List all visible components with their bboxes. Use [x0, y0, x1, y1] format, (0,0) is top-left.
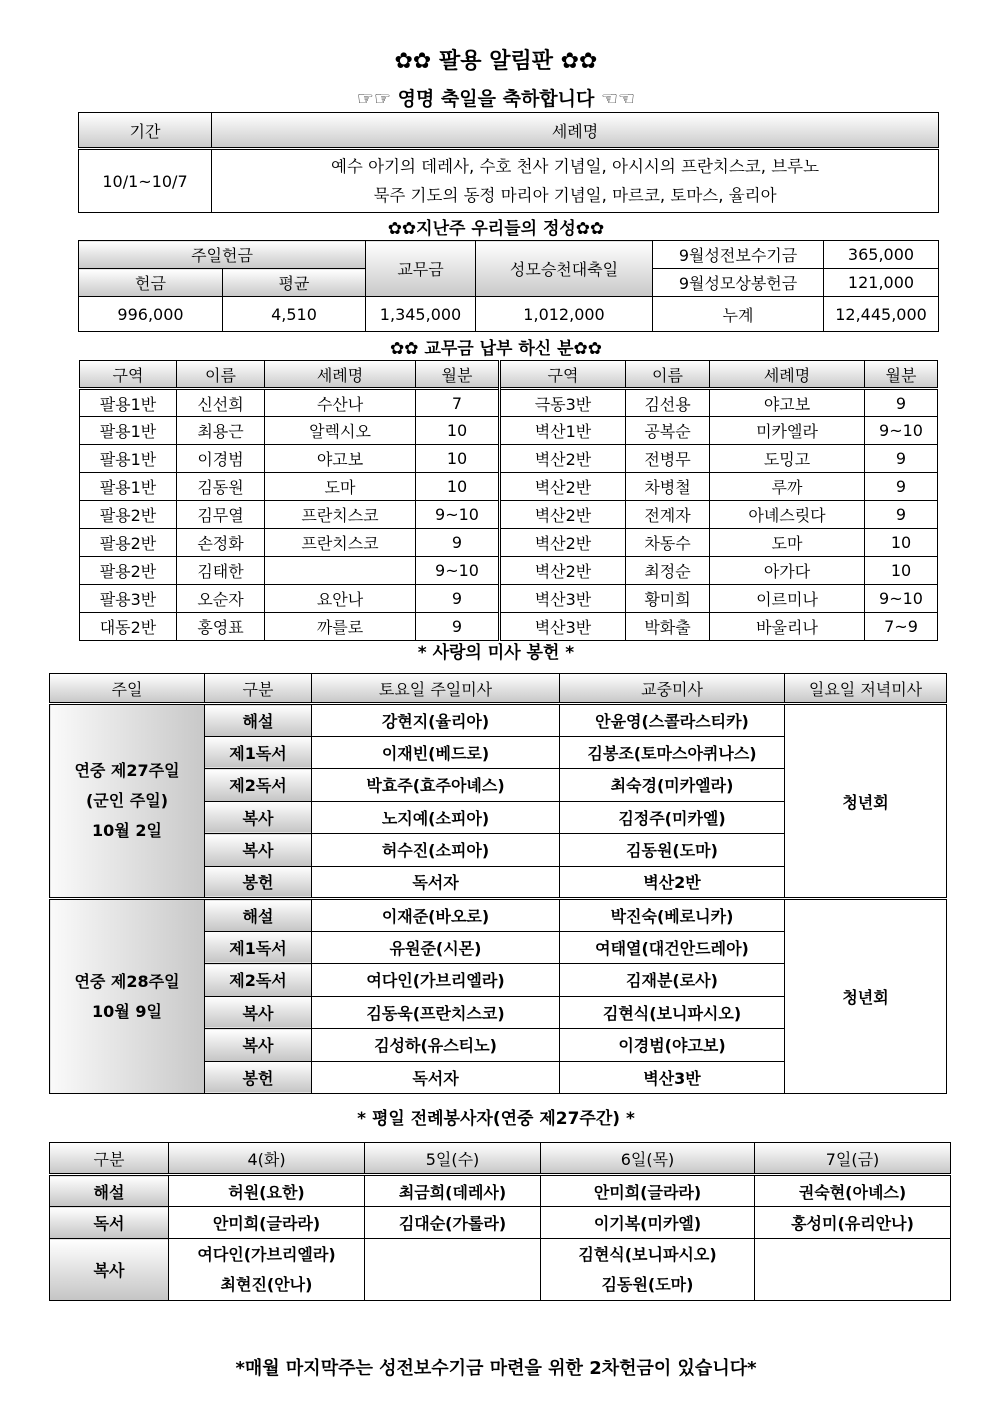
- dues-header-cell: 월분: [865, 361, 938, 389]
- dues-cell: 7: [416, 389, 500, 417]
- weekday-commentary-cell: 해설: [50, 1175, 169, 1207]
- total-label: 누계: [653, 297, 824, 332]
- feast-period: 10/1~10/7: [79, 149, 212, 213]
- dues-cell: 9: [865, 445, 938, 473]
- feast-names-line-1: 예수 아기의 데레사, 수호 천사 기념일, 아시시의 프란치스코, 브루노: [330, 157, 820, 176]
- mass-header-cell: 토요일 주일미사: [312, 674, 560, 704]
- mass-saturday-person: 유원준(시몬): [312, 931, 560, 964]
- dues-cell: 팔용2반: [80, 557, 177, 585]
- mass-row: [50, 704, 947, 737]
- weekday-commentary-cell: 안미희(글라라): [541, 1175, 755, 1207]
- feast-names-line-2: 묵주 기도의 동정 마리아 기념일, 마르코, 토마스, 율리아: [373, 186, 777, 205]
- dues-cell: 9: [865, 473, 938, 501]
- cash-label: 헌금: [79, 269, 223, 297]
- dues-cell: 박화출: [626, 613, 710, 641]
- sunday-offering-label: 주일헌금: [79, 241, 366, 269]
- dues-cell: 벽산2반: [500, 557, 626, 585]
- dues-cell: 벽산2반: [500, 529, 626, 557]
- dues-cell: 10: [865, 557, 938, 585]
- total-value: 12,445,000: [824, 297, 939, 332]
- dues-cell: 7~9: [865, 613, 938, 641]
- mass-role: 해설: [205, 899, 312, 932]
- server-thu-2: 김동원(도마): [601, 1274, 694, 1294]
- statue-offering-label: 9월성모상봉헌금: [653, 269, 824, 297]
- dues-cell: 9~10: [865, 585, 938, 613]
- mass-evening-cell: 청년회: [785, 899, 947, 1094]
- dues-heading: ✿✿ 교무금 납부 하신 분✿✿: [389, 339, 603, 359]
- mass-saturday-person: 김동욱(프란치스코): [312, 996, 560, 1029]
- dues-cell: 홍영표: [177, 613, 265, 641]
- offering-table: [78, 240, 939, 332]
- mass-heading: * 사랑의 미사 봉헌 *: [417, 643, 575, 663]
- weekday-header-cell: 구분: [50, 1143, 169, 1175]
- dues-header-cell: 세례명: [710, 361, 865, 389]
- dues-cell: 이르미나: [710, 585, 865, 613]
- mass-saturday-person: 김성하(유스티노): [312, 1029, 560, 1062]
- dues-cell: 김동원: [177, 473, 265, 501]
- dues-cell: 9: [416, 613, 500, 641]
- mass-row: [50, 899, 947, 932]
- cash-value: 996,000: [79, 297, 223, 332]
- mass-role: 복사: [205, 834, 312, 867]
- mass-sunday-line: (군인 주일): [85, 791, 169, 810]
- dues-cell: 벽산3반: [500, 585, 626, 613]
- dues-cell: 9: [865, 389, 938, 417]
- dues-cell: 차동수: [626, 529, 710, 557]
- mass-sunday-line: 10월 2일: [92, 821, 162, 840]
- average-label: 평균: [223, 269, 366, 297]
- dues-cell: 벽산1반: [500, 417, 626, 445]
- weekday-commentary-cell: 허원(요한): [169, 1175, 365, 1207]
- dues-header-cell: 구역: [500, 361, 626, 389]
- feast-table: [78, 112, 939, 213]
- dues-cell: 요안나: [265, 585, 416, 613]
- mass-main-person: 벽산2반: [560, 866, 785, 899]
- dues-cell: 전계자: [626, 501, 710, 529]
- weekday-commentary-cell: 권숙현(아녜스): [755, 1175, 951, 1207]
- mass-main-person: 김동원(도마): [560, 834, 785, 867]
- dues-table: [79, 360, 938, 641]
- mass-saturday-person: 이재준(바오로): [312, 899, 560, 932]
- weekday-server-fri: [755, 1239, 951, 1301]
- dues-header-cell: 이름: [177, 361, 265, 389]
- dues-cell: 9: [865, 501, 938, 529]
- mass-saturday-person: 이재빈(베드로): [312, 736, 560, 769]
- dues-cell: 오순자: [177, 585, 265, 613]
- mass-main-person: 김재분(로사): [560, 964, 785, 997]
- mass-role: 복사: [205, 996, 312, 1029]
- dues-row: [80, 445, 938, 473]
- dues-cell: 차병철: [626, 473, 710, 501]
- mass-header-cell: 주일: [50, 674, 205, 704]
- mass-header-cell: 구분: [205, 674, 312, 704]
- dues-row: [80, 473, 938, 501]
- mass-saturday-person: 박효주(효주아녜스): [312, 769, 560, 802]
- mass-main-person: 벽산3반: [560, 1061, 785, 1094]
- dues-header-cell: 월분: [416, 361, 500, 389]
- dues-cell: 팔용1반: [80, 473, 177, 501]
- dues-cell: 벽산3반: [500, 613, 626, 641]
- dues-header-cell: 이름: [626, 361, 710, 389]
- weekday-header-cell: 7일(금): [755, 1143, 951, 1175]
- dues-cell: 손정화: [177, 529, 265, 557]
- footer-notice: *매월 마지막주는 성전보수기금 마련을 위한 2차헌금이 있습니다*: [235, 1358, 757, 1379]
- dues-cell: 10: [416, 473, 500, 501]
- repair-fund-value: 365,000: [824, 241, 939, 269]
- dues-cell: 최용근: [177, 417, 265, 445]
- dues-cell: 팔용3반: [80, 585, 177, 613]
- dues-cell: 10: [416, 445, 500, 473]
- mass-table: [49, 673, 947, 1094]
- mass-role: 제2독서: [205, 964, 312, 997]
- mass-sunday-cell: [50, 704, 205, 899]
- dues-cell: 아가다: [710, 557, 865, 585]
- parish-dues-label: 교무금: [366, 241, 476, 297]
- mass-role: 제2독서: [205, 769, 312, 802]
- weekday-commentary-cell: 최금희(데레사): [365, 1175, 541, 1207]
- weekday-reading-cell: 홍성미(유리안나): [755, 1207, 951, 1239]
- dues-cell: 10: [416, 417, 500, 445]
- dues-cell: 팔용2반: [80, 529, 177, 557]
- weekday-server-thu: [541, 1239, 755, 1301]
- dues-cell: 대동2반: [80, 613, 177, 641]
- dues-cell: 9~10: [416, 557, 500, 585]
- bulletin-title: ✿✿ 팔용 알림판 ✿✿: [394, 49, 598, 74]
- dues-cell: 알렉시오: [265, 417, 416, 445]
- weekday-server-tue: [169, 1239, 365, 1301]
- feast-subtitle: ☞☞ 영명 축일을 축하합니다 ☜☜: [356, 88, 636, 110]
- mass-role: 제1독서: [205, 736, 312, 769]
- dues-cell: 김태한: [177, 557, 265, 585]
- dues-cell: 김선용: [626, 389, 710, 417]
- mass-role: 복사: [205, 801, 312, 834]
- dues-row: [80, 389, 938, 417]
- mass-saturday-person: 여다인(가브리엘라): [312, 964, 560, 997]
- dues-cell: 9: [416, 585, 500, 613]
- mass-sunday-line: 연중 제27주일: [74, 761, 180, 780]
- weekday-server-wed: [365, 1239, 541, 1301]
- dues-cell: 9~10: [865, 417, 938, 445]
- dues-row: [80, 529, 938, 557]
- mass-saturday-person: 강현지(율리아): [312, 704, 560, 737]
- dues-cell: 도밍고: [710, 445, 865, 473]
- mass-main-person: 이경범(야고보): [560, 1029, 785, 1062]
- dues-cell: 최정순: [626, 557, 710, 585]
- mass-sunday-line: 연중 제28주일: [74, 971, 180, 991]
- mass-header-cell: 일요일 저녁미사: [785, 674, 947, 704]
- dues-row: [80, 557, 938, 585]
- mass-role: 해설: [205, 704, 312, 737]
- dues-cell: 김무열: [177, 501, 265, 529]
- col-period: 기간: [79, 113, 212, 149]
- dues-cell: 까를로: [265, 613, 416, 641]
- server-thu-1: 김현식(보니파시오): [578, 1244, 717, 1264]
- dues-cell: 팔용1반: [80, 445, 177, 473]
- dues-cell: 10: [865, 529, 938, 557]
- dues-cell: 프란치스코: [265, 501, 416, 529]
- dues-cell: 벽산2반: [500, 445, 626, 473]
- weekday-heading: * 평일 전례봉사자(연중 제27주간) *: [357, 1109, 635, 1129]
- dues-cell: 전병무: [626, 445, 710, 473]
- weekday-reading-cell: 안미희(글라라): [169, 1207, 365, 1239]
- dues-row: [80, 585, 938, 613]
- dues-cell: 루까: [710, 473, 865, 501]
- dues-header-cell: 구역: [80, 361, 177, 389]
- weekday-header-cell: 6일(목): [541, 1143, 755, 1175]
- mass-saturday-person: 독서자: [312, 866, 560, 899]
- dues-cell: 도마: [710, 529, 865, 557]
- dues-cell: 수산나: [265, 389, 416, 417]
- offering-heading: ✿✿지난주 우리들의 정성✿✿: [387, 219, 605, 239]
- col-baptismal-names: 세례명: [212, 113, 939, 149]
- mass-saturday-person: 노지예(소피아): [312, 801, 560, 834]
- repair-fund-label: 9월성전보수기금: [653, 241, 824, 269]
- weekday-header-cell: 4(화): [169, 1143, 365, 1175]
- dues-header-cell: 세례명: [265, 361, 416, 389]
- dues-row: [80, 501, 938, 529]
- weekday-reading-cell: 김대순(가롤라): [365, 1207, 541, 1239]
- mass-evening-cell: 청년회: [785, 704, 947, 899]
- weekday-reading-cell: 이기복(미카엘): [541, 1207, 755, 1239]
- dues-cell: 아녜스릿다: [710, 501, 865, 529]
- mass-saturday-person: 독서자: [312, 1061, 560, 1094]
- mass-role: 복사: [205, 1029, 312, 1062]
- mass-role: 봉헌: [205, 866, 312, 899]
- mass-main-person: 안윤영(스콜라스티카): [560, 704, 785, 737]
- dues-cell: 황미희: [626, 585, 710, 613]
- dues-cell: 공복순: [626, 417, 710, 445]
- dues-cell: 팔용1반: [80, 417, 177, 445]
- dues-cell: 프란치스코: [265, 529, 416, 557]
- weekday-reading-cell: 독서: [50, 1207, 169, 1239]
- dues-cell: 9: [416, 529, 500, 557]
- server-tue-2: 최현진(안나): [220, 1274, 313, 1294]
- mass-main-person: 김현식(보니파시오): [560, 996, 785, 1029]
- dues-cell: 벽산2반: [500, 473, 626, 501]
- dues-cell: [265, 557, 416, 585]
- assumption-label: 성모승천대축일: [476, 241, 653, 297]
- dues-cell: 야고보: [710, 389, 865, 417]
- mass-main-person: 박진숙(베로니카): [560, 899, 785, 932]
- statue-offering-value: 121,000: [824, 269, 939, 297]
- mass-main-person: 김봉조(토마스아퀴나스): [560, 736, 785, 769]
- mass-main-person: 최숙경(미카엘라): [560, 769, 785, 802]
- mass-main-person: 김정주(미카엘): [560, 801, 785, 834]
- mass-role: 봉헌: [205, 1061, 312, 1094]
- dues-cell: 9~10: [416, 501, 500, 529]
- dues-row: [80, 417, 938, 445]
- dues-cell: 미카엘라: [710, 417, 865, 445]
- average-value: 4,510: [223, 297, 366, 332]
- dues-row: [80, 613, 938, 641]
- mass-sunday-line: 10월 9일: [92, 1001, 162, 1021]
- dues-cell: 이경범: [177, 445, 265, 473]
- weekday-server-label: 복사: [50, 1239, 169, 1301]
- dues-cell: 바울리나: [710, 613, 865, 641]
- dues-cell: 팔용1반: [80, 389, 177, 417]
- mass-header-cell: 교중미사: [560, 674, 785, 704]
- mass-sunday-cell: [50, 899, 205, 1094]
- dues-cell: 도마: [265, 473, 416, 501]
- mass-saturday-person: 허수진(소피아): [312, 834, 560, 867]
- parish-dues-value: 1,345,000: [366, 297, 476, 332]
- mass-main-person: 여태열(대건안드레아): [560, 931, 785, 964]
- feast-names: [212, 149, 939, 213]
- weekday-table: [49, 1142, 951, 1301]
- mass-role: 제1독서: [205, 931, 312, 964]
- dues-cell: 팔용2반: [80, 501, 177, 529]
- dues-cell: 신선희: [177, 389, 265, 417]
- server-tue-1: 여다인(가브리엘라): [197, 1244, 336, 1264]
- dues-cell: 극동3반: [500, 389, 626, 417]
- dues-cell: 벽산2반: [500, 501, 626, 529]
- assumption-value: 1,012,000: [476, 297, 653, 332]
- dues-cell: 야고보: [265, 445, 416, 473]
- weekday-header-cell: 5일(수): [365, 1143, 541, 1175]
